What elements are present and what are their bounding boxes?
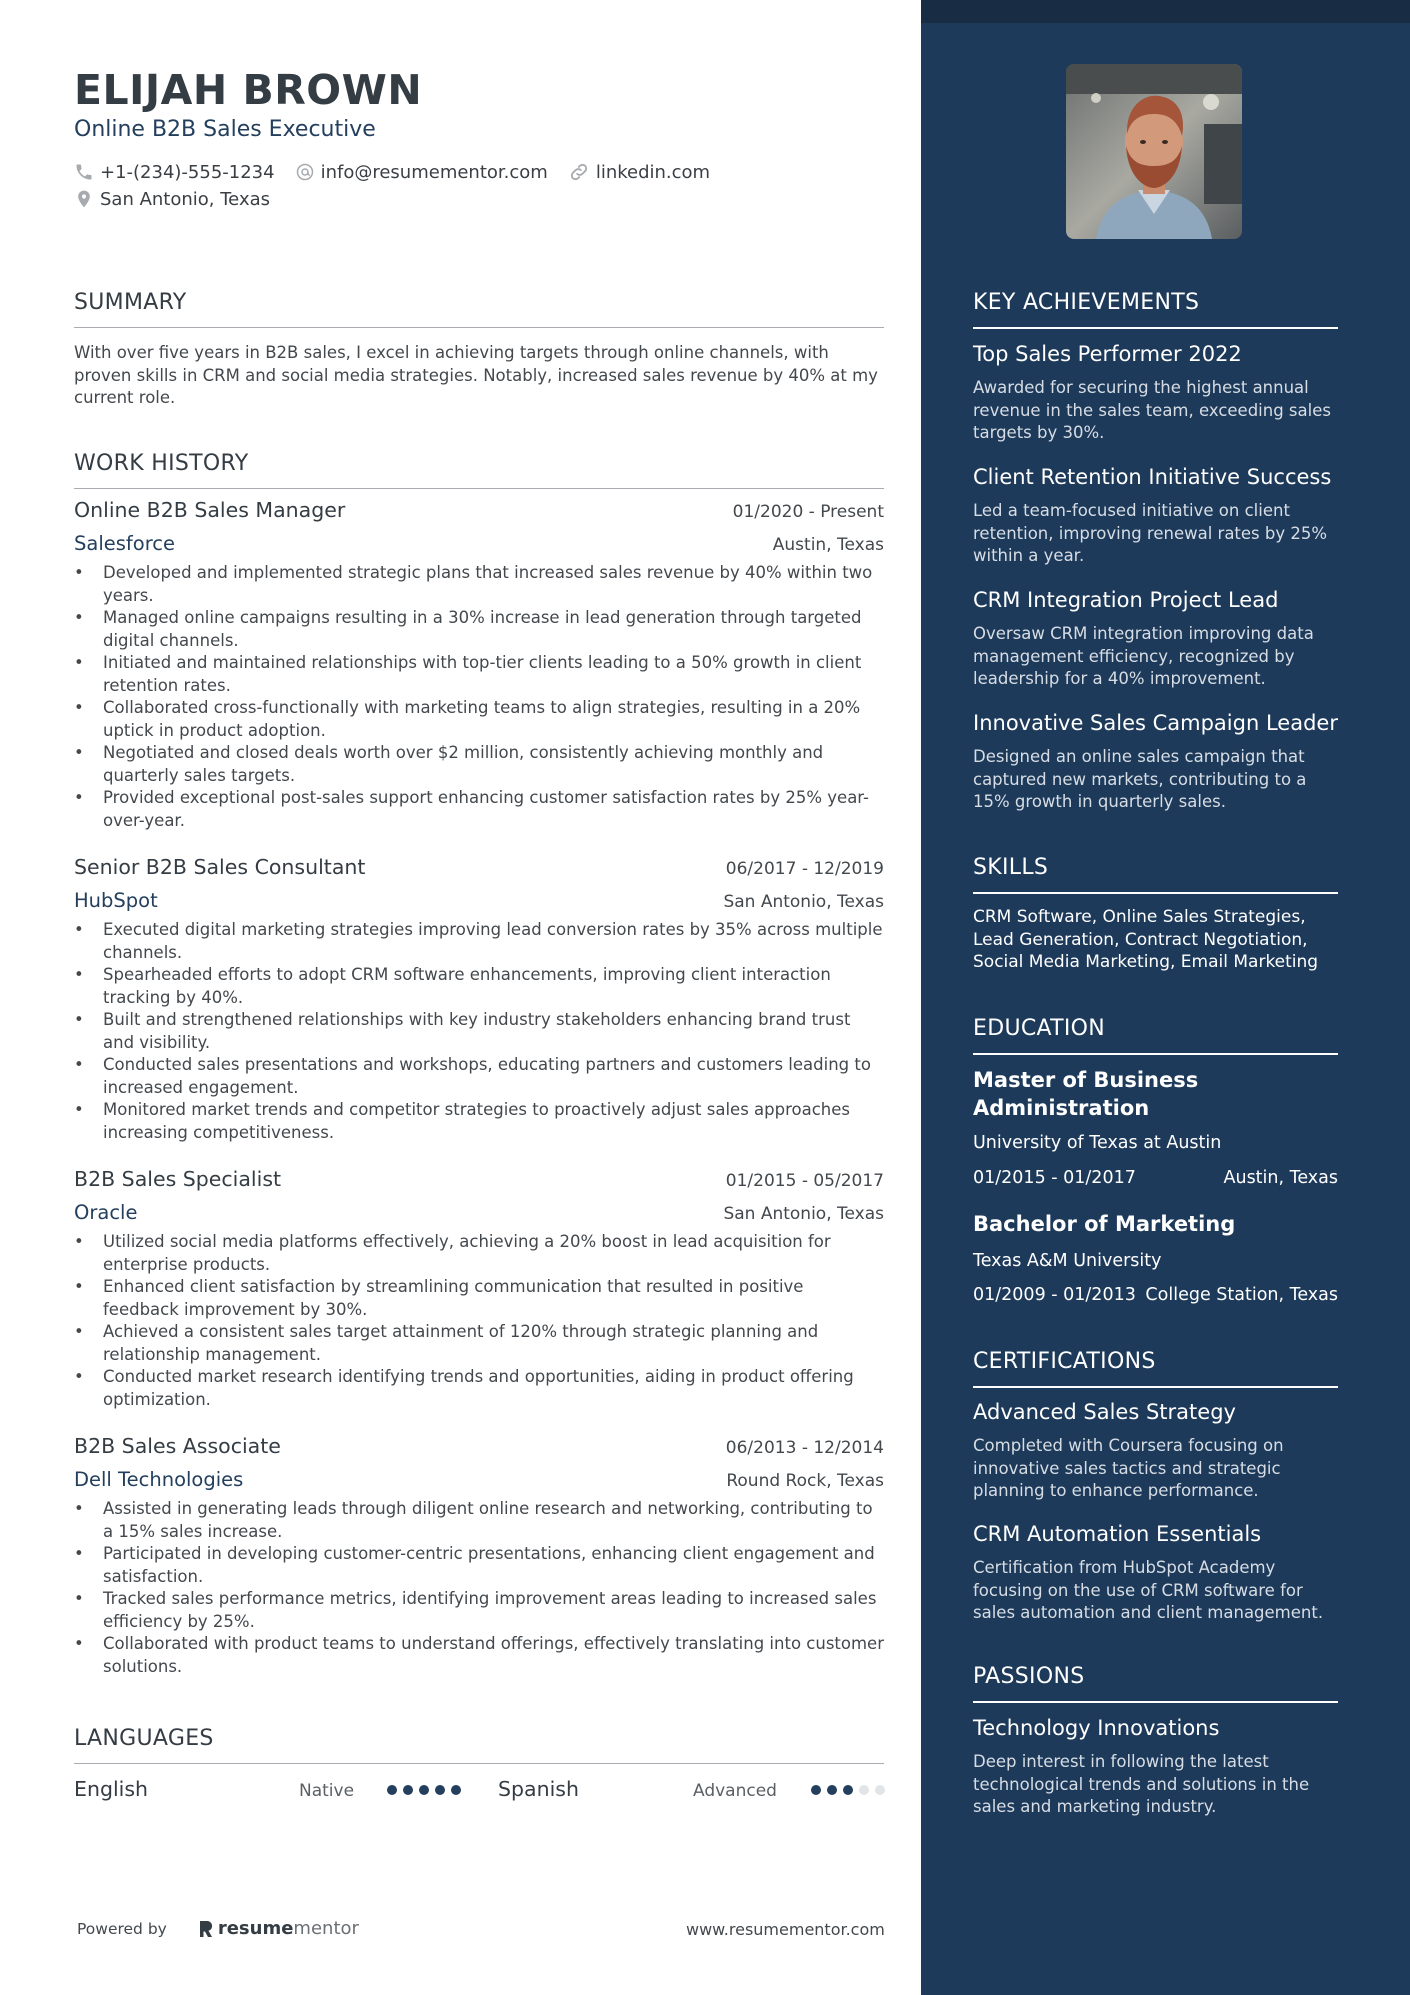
certification-desc: Certification from HubSpot Academy focusing on the use of CRM software for sales automation and client management. xyxy=(973,1558,1324,1622)
job-bullet: • Assisted in generating leads through diligent online research and networking, contributing to a 15% sales increase. xyxy=(74,1498,884,1543)
at-icon xyxy=(295,162,315,182)
job-location: Round Rock, Texas xyxy=(726,1471,884,1491)
achievement-title: Client Retention Initiative Success xyxy=(973,465,1332,489)
job-location: San Antonio, Texas xyxy=(723,1204,884,1224)
job-bullet: • Utilized social media platforms effectively, achieving a 20% boost in lead acquisition for enterprise products. xyxy=(74,1231,884,1276)
achievement-desc: Oversaw CRM integration improving data management efficiency, recognized by leadership for a 40% improvement. xyxy=(973,624,1314,688)
linkedin-text[interactable]: linkedin.com xyxy=(595,161,711,183)
phone-text: +1-(234)-555-1234 xyxy=(100,161,275,183)
rating-dot-filled xyxy=(451,1785,461,1795)
rating-dot-filled xyxy=(419,1785,429,1795)
linkedin-item[interactable] xyxy=(568,161,710,183)
job-company: Salesforce xyxy=(74,532,176,555)
certification-title: Advanced Sales Strategy xyxy=(973,1400,1236,1424)
job-bullet: • Tracked sales performance metrics, identifying improvement areas leading to increased sales efficiency by 25%. xyxy=(74,1588,884,1633)
job-entry xyxy=(74,1167,884,1411)
brand-bold: resume xyxy=(217,1918,294,1939)
phone-item xyxy=(74,162,275,183)
job-bullet: • Conducted sales presentations and workshops, educating partners and customers leading to increased engagement. xyxy=(74,1054,884,1099)
footer-website[interactable]: www.resumementor.com xyxy=(686,1920,885,1939)
job-dates: 06/2013 - 12/2014 xyxy=(725,1438,884,1458)
certifications-heading: CERTIFICATIONS xyxy=(973,1349,1338,1388)
education-heading: EDUCATION xyxy=(973,1016,1338,1055)
education-school: University of Texas at Austin xyxy=(973,1133,1222,1153)
rating-dot-empty xyxy=(859,1785,869,1795)
work-history-heading: WORK HISTORY xyxy=(74,451,884,489)
job-location: San Antonio, Texas xyxy=(723,892,884,912)
achievement-title: Top Sales Performer 2022 xyxy=(973,342,1242,366)
language-name: English xyxy=(74,1777,149,1801)
summary-heading: SUMMARY xyxy=(74,290,884,328)
job-role: Online B2B Sales Manager xyxy=(74,498,346,522)
profile-photo-illustration xyxy=(1066,64,1242,239)
job-bullet: • Negotiated and closed deals worth over $2 million, consistently achieving monthly and quarterly sales targets. xyxy=(74,742,884,787)
language-level: Advanced xyxy=(693,1781,777,1801)
certification-desc: Completed with Coursera focusing on innovative sales tactics and strategic planning to enhance performance. xyxy=(973,1436,1284,1500)
brand-mark-icon xyxy=(197,1919,215,1939)
job-entry xyxy=(74,855,884,1144)
location-item xyxy=(74,188,270,210)
job-bullet: • Collaborated with product teams to understand offerings, effectively translating into customer solutions. xyxy=(74,1633,884,1678)
job-bullet: • Spearheaded efforts to adopt CRM software enhancements, improving client interaction tracking by 40%. xyxy=(74,964,884,1009)
skills-heading: SKILLS xyxy=(973,855,1338,894)
sidebar-top-bar xyxy=(921,0,1410,23)
skills-text: CRM Software, Online Sales Strategies, Lead Generation, Contract Negotiation, Social Media Marketing, Email Marketing xyxy=(973,907,1319,972)
job-bullet: • Monitored market trends and competitor strategies to proactively adjust sales approaches increasing competitiveness. xyxy=(74,1099,884,1144)
education-location: Austin, Texas xyxy=(1223,1168,1338,1188)
job-bullet: • Achieved a consistent sales target attainment of 120% through strategic planning and relationship management. xyxy=(74,1321,884,1366)
job-location: Austin, Texas xyxy=(772,535,884,555)
achievement-title: Innovative Sales Campaign Leader xyxy=(973,711,1338,735)
education-dates: 01/2009 - 01/2013 xyxy=(973,1285,1136,1305)
job-company: Dell Technologies xyxy=(74,1468,244,1491)
job-role: B2B Sales Specialist xyxy=(74,1167,282,1191)
job-entry xyxy=(74,498,884,832)
job-dates: 06/2017 - 12/2019 xyxy=(725,859,884,879)
achievement-desc: Awarded for securing the highest annual revenue in the sales team, exceeding sales targets by 30%. xyxy=(973,378,1331,442)
job-role: Senior B2B Sales Consultant xyxy=(74,855,366,879)
education-meta xyxy=(973,1168,1338,1188)
contact-row-1 xyxy=(74,161,730,183)
job-bullet: • Initiated and maintained relationships with top-tier clients leading to a 50% growth in client retention rates. xyxy=(74,652,884,697)
job-bullet: • Enhanced client satisfaction by streamlining communication that resulted in positive feedback improvement by 30%. xyxy=(74,1276,884,1321)
job-bullet: • Collaborated cross-functionally with marketing teams to align strategies, resulting in a 20% uptick in product adoption. xyxy=(74,697,884,742)
footer-branding xyxy=(77,1918,359,1939)
brand-light: mentor xyxy=(293,1918,359,1939)
rating-dot-filled xyxy=(827,1785,837,1795)
location-text: San Antonio, Texas xyxy=(100,188,270,210)
job-bullet: • Built and strengthened relationships with key industry stakeholders enhancing brand trust and visibility. xyxy=(74,1009,884,1054)
powered-by-label: Powered by xyxy=(77,1919,167,1938)
email-text[interactable]: info@resumementor.com xyxy=(320,161,548,183)
job-bullets xyxy=(74,1498,884,1678)
education-meta xyxy=(973,1285,1338,1305)
job-bullets xyxy=(74,1231,884,1411)
passions-heading: PASSIONS xyxy=(973,1664,1338,1703)
resumementor-logo[interactable] xyxy=(197,1918,359,1939)
education-dates: 01/2015 - 01/2017 xyxy=(973,1168,1136,1188)
achievement-title: CRM Integration Project Lead xyxy=(973,588,1279,612)
email-item[interactable] xyxy=(295,162,548,183)
education-degree: Master of Business Administration xyxy=(973,1068,1199,1120)
rating-dot-filled xyxy=(387,1785,397,1795)
rating-dot-filled xyxy=(435,1785,445,1795)
language-name: Spanish xyxy=(498,1777,579,1801)
job-bullets xyxy=(74,562,884,832)
rating-dot-filled xyxy=(811,1785,821,1795)
job-company: Oracle xyxy=(74,1201,138,1224)
job-dates: 01/2015 - 05/2017 xyxy=(725,1171,884,1191)
contact-row-2 xyxy=(74,188,290,210)
certification-title: CRM Automation Essentials xyxy=(973,1522,1262,1546)
link-icon xyxy=(568,161,590,183)
education-degree: Bachelor of Marketing xyxy=(973,1212,1236,1236)
candidate-name: ELIJAH BROWN xyxy=(74,66,423,114)
job-company: HubSpot xyxy=(74,889,158,912)
job-entry xyxy=(74,1434,884,1678)
profile-photo xyxy=(1066,64,1242,239)
passion-title: Technology Innovations xyxy=(973,1716,1220,1740)
education-school: Texas A&M University xyxy=(973,1251,1162,1271)
candidate-title: Online B2B Sales Executive xyxy=(74,117,376,142)
languages-row xyxy=(74,1777,884,1807)
job-dates: 01/2020 - Present xyxy=(732,502,884,522)
job-bullet: • Provided exceptional post-sales support enhancing customer satisfaction rates by 25% year-over-year. xyxy=(74,787,884,832)
location-pin-icon xyxy=(74,188,94,210)
achievement-desc: Designed an online sales campaign that captured new markets, contributing to a 15% growth in quarterly sales. xyxy=(973,747,1307,811)
summary-text: With over five years in B2B sales, I excel in achieving targets through online channels, with proven skills in CRM and social media strategies. Notably, increased sales revenue by 40% at my current role. xyxy=(74,343,878,407)
sidebar xyxy=(921,0,1410,1995)
rating-dot-empty xyxy=(875,1785,885,1795)
language-rating xyxy=(811,1785,891,1795)
achievement-desc: Led a team-focused initiative on client retention, improving renewal rates by 25% within a year. xyxy=(973,501,1328,565)
achievements-heading: KEY ACHIEVEMENTS xyxy=(973,290,1338,329)
rating-dot-filled xyxy=(403,1785,413,1795)
passion-desc: Deep interest in following the latest technological trends and solutions in the sales and marketing industry. xyxy=(973,1752,1310,1816)
job-bullet: • Participated in developing customer-centric presentations, enhancing client engagement and satisfaction. xyxy=(74,1543,884,1588)
job-bullet: • Managed online campaigns resulting in a 30% increase in lead generation through targeted digital channels. xyxy=(74,607,884,652)
language-level: Native xyxy=(299,1781,355,1801)
job-bullet: • Developed and implemented strategic plans that increased sales revenue by 40% within two years. xyxy=(74,562,884,607)
phone-icon xyxy=(74,162,94,182)
language-rating xyxy=(387,1785,467,1795)
languages-heading: LANGUAGES xyxy=(74,1726,884,1764)
job-role: B2B Sales Associate xyxy=(74,1434,281,1458)
rating-dot-filled xyxy=(843,1785,853,1795)
education-location: College Station, Texas xyxy=(1145,1285,1338,1305)
job-bullet: • Executed digital marketing strategies improving lead conversion rates by 35% across multiple channels. xyxy=(74,919,884,964)
job-bullets xyxy=(74,919,884,1144)
job-bullet: • Conducted market research identifying trends and opportunities, aiding in product offering optimization. xyxy=(74,1366,884,1411)
